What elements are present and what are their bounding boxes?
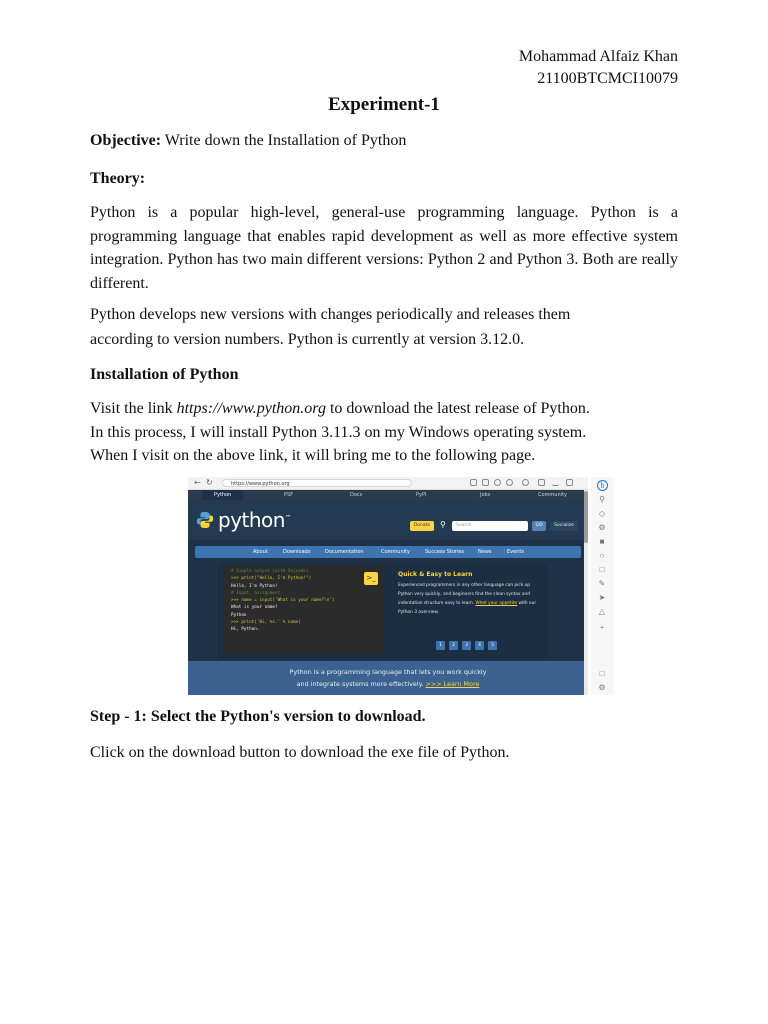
theory-p2-line1: Python develops new versions with changes periodically and releases them	[90, 306, 571, 323]
info-body-text: Experienced programmers in any other language can pick up Python very quickly, and beginners find the clean syntax and indentation structure easy to learn.	[398, 583, 531, 606]
pager-3[interactable]: 3	[462, 641, 471, 650]
python-org-link[interactable]: https://www.python.org	[176, 400, 326, 417]
nav-success-stories[interactable]: Success Stories	[425, 549, 465, 555]
author-name: Mohammad Alfaiz Khan	[518, 48, 678, 65]
go-button[interactable]: GO	[532, 521, 546, 531]
split-screen-icon[interactable]: □	[599, 669, 605, 678]
download-icon	[552, 479, 559, 486]
translate-icon	[506, 479, 513, 486]
pager-5[interactable]: 5	[488, 641, 497, 650]
logo-tm: ™	[284, 514, 291, 522]
back-icon: ←	[194, 478, 201, 487]
code-line: Hello, I'm Python!	[231, 583, 278, 589]
installation-heading: Installation of Python	[90, 366, 239, 383]
learn-more-link[interactable]: >>> Learn More	[425, 679, 480, 688]
installation-line2: In this process, I will install Python 3.11.3 on my Windows operating system.	[90, 423, 587, 441]
info-title: Quick & Easy to Learn	[398, 571, 473, 578]
nav-about[interactable]: About	[253, 549, 268, 555]
visit-pre: Visit the link	[90, 400, 177, 417]
author-block	[519, 46, 678, 90]
site-header	[188, 500, 588, 540]
add-icon[interactable]: +	[599, 623, 605, 632]
games-icon[interactable]: ■	[599, 537, 605, 546]
python-org-screenshot	[188, 477, 588, 695]
info-body-tail: with our Python 3 overview.	[398, 601, 537, 615]
donate-button[interactable]: Donate	[410, 521, 434, 531]
refresh-page-icon	[522, 479, 529, 486]
installation-text	[90, 397, 678, 468]
office-icon[interactable]: ○	[599, 551, 605, 560]
nav-news[interactable]: News	[478, 549, 492, 555]
code-lines	[224, 566, 384, 634]
nav-events[interactable]: Events	[507, 549, 524, 555]
page-title: Experiment-1	[328, 94, 440, 115]
topnav-psf[interactable]: PSF	[284, 492, 294, 498]
edit-icon[interactable]: ✎	[598, 579, 606, 588]
step1-heading: Step - 1: Select the Python's version to download.	[90, 708, 426, 725]
refresh-icon: ↻	[206, 478, 213, 487]
settings-icon[interactable]: ⚙	[598, 683, 606, 692]
search-icon: ⚲	[440, 520, 446, 529]
zoom-icon	[494, 479, 501, 486]
topnav-jobs[interactable]: Jobs	[480, 492, 491, 498]
python-logo-text[interactable]	[218, 508, 290, 532]
theory-paragraph-1: Python is a popular high-level, general-use programming language. Python is a programming language that enables rapid development as well as more effective system integration. Python has two main different versions: Python 2 and Python 3. Both are really different.	[90, 204, 678, 292]
objective-label: Objective:	[90, 132, 162, 149]
code-line: Python	[231, 612, 247, 618]
objective	[90, 132, 678, 150]
installation-line1	[90, 397, 678, 421]
topnav-community[interactable]: Community	[538, 492, 567, 498]
copilot-icon[interactable]: b	[597, 480, 608, 491]
topnav-docs[interactable]: Docs	[350, 492, 363, 498]
python-logo-icon[interactable]	[196, 511, 214, 529]
nav-community[interactable]: Community	[381, 549, 410, 555]
code-line: >>> name = input('What is your name?\n')	[231, 598, 335, 604]
objective-text: Write down the Installation of Python	[161, 132, 407, 149]
collections-icon	[566, 479, 573, 486]
search-input[interactable]: Search	[452, 521, 528, 531]
intro-line2-text: and integrate systems more effectively.	[296, 679, 426, 688]
intro-banner	[188, 661, 588, 695]
extension-icon	[470, 479, 477, 486]
intro-line1: Python is a programming language that lets you work quickly	[289, 668, 487, 676]
main-nav	[195, 546, 581, 558]
visit-post: to download the latest release of Python.	[325, 400, 590, 417]
theory-heading: Theory:	[90, 170, 146, 187]
nav-downloads[interactable]: Downloads	[283, 549, 311, 555]
drop-icon[interactable]: △	[598, 607, 606, 616]
installation-line3: When I visit on the above link, it will bring me to the following page.	[90, 447, 536, 464]
code-line: What is your name?	[231, 605, 278, 611]
favorite-icon	[538, 479, 545, 486]
pager-1[interactable]: 1	[436, 641, 445, 650]
whet-appetite-link[interactable]: Whet your appetite	[475, 601, 518, 606]
shopping-icon[interactable]: ◇	[598, 509, 606, 518]
code-line: # Simple output (with Unicode)	[231, 569, 309, 574]
address-bar[interactable]: https://www.python.org	[222, 479, 412, 487]
step1-text: Click on the download button to download the exe file of Python.	[90, 744, 510, 761]
tools-icon[interactable]: ⚙	[598, 523, 606, 532]
code-line: >>> print("Hello, I'm Python!")	[231, 576, 312, 582]
code-line: >>> print('Hi, %s.' % name)	[231, 620, 301, 626]
topnav-pypi[interactable]: PyPI	[416, 492, 427, 498]
code-sample	[224, 566, 384, 654]
browser-toolbar	[188, 477, 588, 490]
top-nav	[188, 490, 588, 500]
nav-documentation[interactable]: Documentation	[325, 549, 364, 555]
topnav-python[interactable]: Python	[202, 490, 243, 500]
logo-word: python	[218, 508, 285, 532]
scroll-thumb[interactable]	[584, 491, 588, 543]
intro-text	[188, 667, 588, 690]
socialize-button[interactable]: Socialize	[550, 521, 578, 531]
send-icon[interactable]: ➤	[598, 593, 606, 602]
code-line: # Input, assignment	[231, 590, 281, 596]
pager-4[interactable]: 4	[475, 641, 484, 650]
outlook-icon[interactable]: □	[599, 565, 605, 574]
pager-2[interactable]: 2	[449, 641, 458, 650]
search-side-icon[interactable]: ⚲	[599, 495, 605, 504]
theory-p2-line2: according to version numbers. Python is currently at version 3.12.0.	[90, 331, 525, 348]
browser-sidebar	[591, 477, 613, 695]
grid-icon	[482, 479, 489, 486]
author-id: 21100BTCMCI10079	[537, 70, 678, 87]
info-body	[398, 581, 540, 617]
launch-shell-button[interactable]: >_	[364, 572, 378, 585]
code-line: Hi, Python.	[231, 627, 260, 633]
intro-line2	[188, 679, 588, 691]
theory-paragraph-2	[90, 302, 678, 352]
